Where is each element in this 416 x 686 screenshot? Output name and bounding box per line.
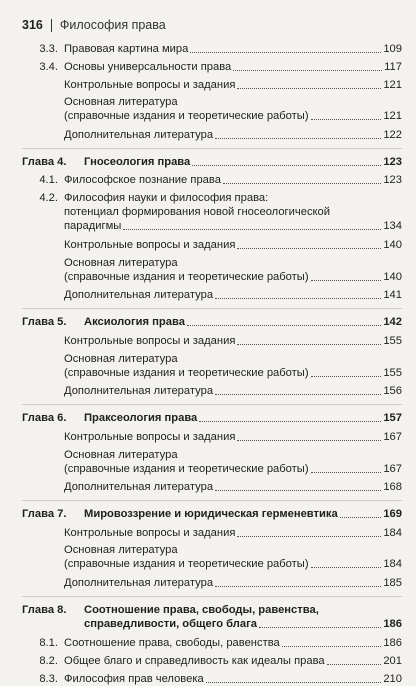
toc-chapter (22, 315, 402, 329)
chapter-separator (22, 308, 402, 309)
entry-title: Аксиология права (84, 316, 185, 329)
entry-title: Основная литература (64, 448, 178, 461)
entry-title: справедливости, общего блага (84, 617, 257, 630)
dot-leader (327, 664, 382, 665)
page-ref: 155 (383, 366, 402, 379)
toc-entry (22, 95, 402, 123)
page-ref: 140 (383, 239, 402, 252)
page-ref: 134 (383, 220, 402, 233)
header-divider (51, 19, 52, 32)
entry-title: Дополнительная литература (64, 128, 214, 141)
toc-section (22, 42, 402, 56)
dot-leader (190, 52, 381, 53)
entry-title: Праксеология права (84, 412, 198, 424)
dot-leader (123, 229, 381, 230)
dot-leader (311, 567, 382, 568)
toc-entry (22, 448, 402, 476)
page-ref: 168 (383, 481, 402, 493)
section-number: 3.4. (39, 60, 58, 73)
page-ref: 186 (383, 637, 402, 649)
running-header (22, 16, 166, 34)
page-number: 316 (22, 18, 43, 32)
toc-entry (22, 288, 402, 302)
entry-title: Дополнительная литература (64, 385, 214, 398)
dot-leader (215, 586, 381, 587)
dot-leader (259, 627, 381, 628)
dot-leader (311, 119, 382, 120)
dot-leader (199, 421, 381, 422)
entry-title: (справочные издания и теоретические работы) (64, 110, 309, 123)
chapter-separator (22, 148, 402, 149)
entry-title: Гносеология права (84, 155, 191, 168)
dot-leader (233, 70, 382, 71)
section-number: 8.2. (39, 654, 58, 667)
toc-entry (22, 334, 402, 348)
entry-title: (справочные издания и теоретические работы) (64, 462, 309, 475)
dot-leader (340, 517, 382, 518)
toc-entry (22, 352, 402, 380)
entry-title: Соотношение права, свободы, равенства (64, 637, 280, 649)
page-ref: 167 (383, 430, 402, 443)
toc-entry (22, 256, 402, 284)
dot-leader (311, 280, 382, 281)
toc-section (22, 672, 402, 686)
toc-entry (22, 430, 402, 444)
entry-title: Дополнительная литература (64, 576, 214, 589)
running-title: Философия права (59, 18, 166, 32)
dot-leader (237, 88, 381, 89)
entry-title: Основная литература (64, 257, 178, 269)
toc-chapter (22, 155, 402, 169)
toc-section (22, 636, 402, 650)
entry-title: Основы универсальности права (64, 60, 232, 73)
chapter-separator (22, 596, 402, 597)
entry-title: Контрольные вопросы и задания (64, 78, 236, 91)
entry-title: Мировоззрение и юридическая герменевтика (84, 507, 338, 520)
toc-entry (22, 543, 402, 571)
dot-leader (237, 248, 381, 249)
toc-section (22, 173, 402, 187)
dot-leader (215, 490, 381, 491)
toc-chapter (22, 507, 402, 521)
entry-title: Дополнительная литература (64, 289, 214, 302)
dot-leader (206, 682, 382, 683)
toc-entry (22, 576, 402, 590)
dot-leader (237, 440, 381, 441)
entry-title: Контрольные вопросы и задания (64, 526, 236, 539)
dot-leader (187, 325, 381, 326)
entry-title: потенциал формирования новой гносеологической (64, 206, 331, 219)
page-ref: 140 (383, 271, 402, 283)
page-ref: 123 (383, 155, 402, 168)
entry-title: парадигмы (64, 220, 122, 233)
entry-title: Основная литература (64, 544, 178, 557)
section-number: 8.1. (39, 637, 58, 649)
entry-title: Основная литература (64, 96, 178, 109)
dot-leader (237, 536, 381, 537)
chapter-number: Глава 4. (22, 155, 67, 168)
toc-section (22, 654, 402, 668)
toc-entry (22, 78, 402, 92)
toc-entry (22, 526, 402, 540)
entry-title: (справочные издания и теоретические работы) (64, 366, 309, 379)
dot-leader (215, 394, 381, 395)
page-ref: 157 (383, 412, 402, 424)
dot-leader (282, 646, 382, 647)
section-number: 3.3. (39, 43, 58, 55)
chapter-number: Глава 5. (22, 316, 67, 329)
toc-entry (22, 238, 402, 252)
page-ref: 142 (383, 316, 402, 329)
chapter-separator (22, 404, 402, 405)
page-ref: 122 (383, 128, 402, 141)
page-ref: 210 (383, 672, 402, 685)
page-ref: 184 (383, 558, 402, 571)
page-ref: 155 (383, 335, 402, 347)
toc-chapter (22, 603, 402, 631)
page-ref: 109 (383, 43, 402, 55)
entry-title: Общее благо и справедливость как идеалы права (64, 654, 325, 667)
toc-entry (22, 128, 402, 142)
section-number: 4.2. (39, 192, 58, 205)
page-ref: 169 (383, 507, 402, 520)
page-ref: 121 (383, 78, 402, 91)
toc-section (22, 60, 402, 74)
entry-title: Философское познание права (64, 174, 221, 187)
entry-title: Контрольные вопросы и задания (64, 239, 236, 252)
dot-leader (223, 183, 381, 184)
page-ref: 123 (383, 174, 402, 187)
page-ref: 141 (383, 289, 402, 302)
entry-title: Правовая картина мира (64, 43, 189, 55)
chapter-number: Глава 6. (22, 412, 67, 424)
dot-leader (311, 376, 382, 377)
dot-leader (215, 138, 381, 139)
entry-title: Основная литература (64, 352, 178, 365)
dot-leader (311, 472, 382, 473)
entry-title: Дополнительная литература (64, 481, 214, 493)
toc-entry (22, 480, 402, 494)
entry-title: Соотношение права, свободы, равенства, (84, 603, 319, 616)
entry-title: Контрольные вопросы и задания (64, 335, 236, 347)
dot-leader (192, 165, 381, 166)
toc-entry (22, 384, 402, 398)
page-ref: 185 (383, 576, 402, 589)
entry-title: Философия науки и философия права: (64, 192, 269, 205)
entry-title: Философия прав человека (64, 672, 204, 685)
page-ref: 186 (383, 617, 402, 630)
chapter-number: Глава 8. (22, 603, 67, 616)
chapter-separator (22, 500, 402, 501)
dot-leader (237, 344, 381, 345)
page-ref: 121 (383, 110, 402, 123)
chapter-number: Глава 7. (22, 507, 67, 520)
entry-title: (справочные издания и теоретические работы) (64, 271, 309, 283)
page-ref: 184 (383, 526, 402, 539)
page-ref: 117 (384, 60, 402, 73)
entry-title: (справочные издания и теоретические работы) (64, 558, 309, 571)
page-ref: 156 (383, 385, 402, 398)
toc-section (22, 191, 402, 233)
section-number: 4.1. (39, 174, 58, 187)
dot-leader (215, 298, 381, 299)
page-ref: 167 (383, 462, 402, 475)
toc-chapter (22, 411, 402, 425)
section-number: 8.3. (39, 672, 58, 685)
entry-title: Контрольные вопросы и задания (64, 430, 236, 443)
page-ref: 201 (383, 654, 402, 667)
